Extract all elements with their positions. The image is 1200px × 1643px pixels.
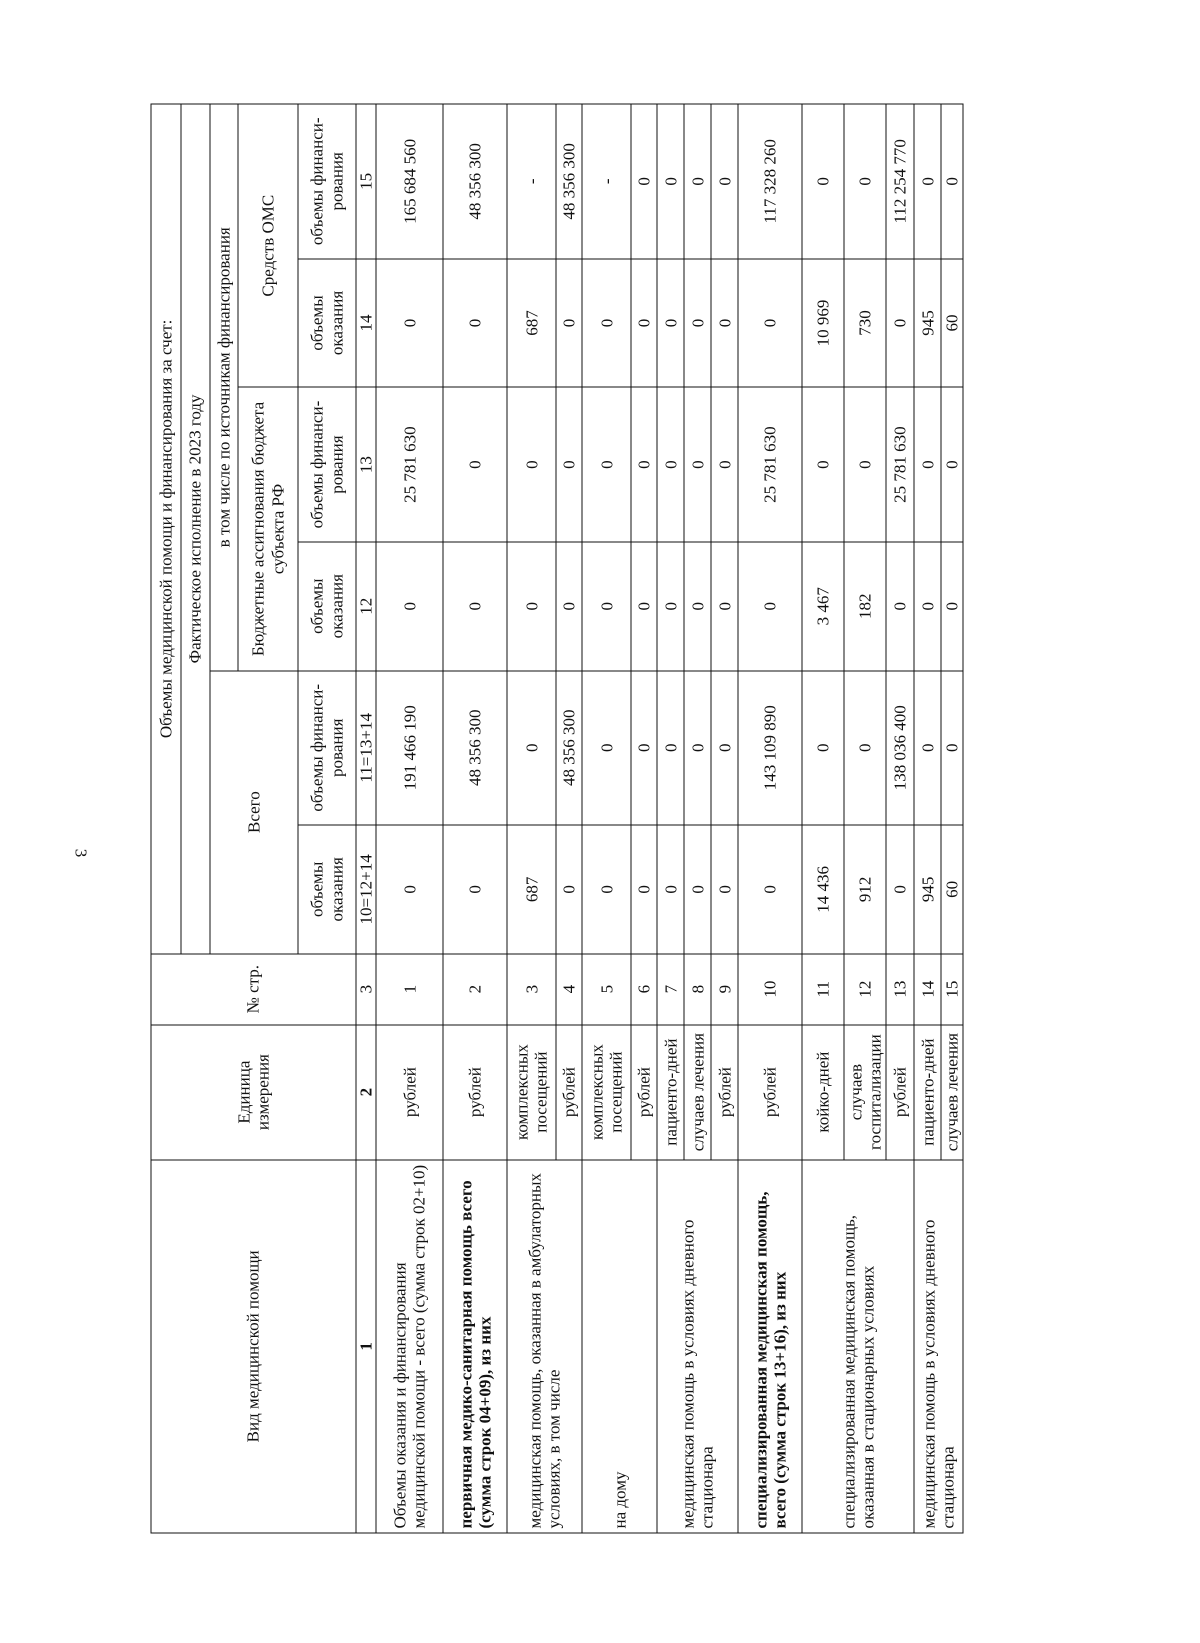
care-type-cell: на дому [582, 1160, 657, 1533]
value-cell: 0 [941, 387, 963, 541]
value-cell: 0 [631, 671, 657, 825]
sources-header: в том числе по источникам финансирования [210, 104, 238, 671]
value-cell: 0 [941, 104, 963, 259]
value-cell: 0 [657, 671, 684, 825]
row-number-cell: 13 [886, 954, 914, 1025]
value-cell: 945 [914, 825, 941, 954]
value-cell: 730 [844, 259, 886, 388]
value-cell: 0 [556, 825, 582, 954]
rotated-table-container [151, 104, 1066, 1534]
col-total-header: Всего [210, 671, 298, 954]
row-number-cell: 7 [657, 954, 684, 1025]
value-cell: 0 [886, 259, 914, 388]
care-type-cell: медицинская помощь в условиях дневного стационара [657, 1160, 738, 1533]
unit-cell: рублей [443, 1025, 507, 1160]
table-row [657, 104, 684, 1533]
value-cell: 0 [844, 387, 886, 541]
value-cell: 0 [738, 825, 802, 954]
index-cell: 12 [356, 542, 376, 671]
value-cell: 0 [657, 542, 684, 671]
unit-cell: комплексных посещений [582, 1025, 631, 1160]
unit-cell: пациенто-дней [914, 1025, 941, 1160]
budget-finance-header: объемы финанси-рования [298, 387, 356, 541]
value-cell: 0 [376, 542, 443, 671]
value-cell: 0 [657, 387, 684, 541]
value-cell: 0 [802, 671, 844, 825]
row-number-cell: 12 [844, 954, 886, 1025]
value-cell: 0 [582, 387, 631, 541]
value-cell: 945 [914, 259, 941, 388]
value-cell: 912 [844, 825, 886, 954]
value-cell: 0 [914, 542, 941, 671]
value-cell: 0 [914, 671, 941, 825]
value-cell: 687 [507, 825, 556, 954]
care-type-cell: медицинская помощь, оказанная в амбулаторных условиях, в том числе [507, 1160, 582, 1533]
unit-cell: случаев лечения [684, 1025, 711, 1160]
value-cell: 0 [684, 825, 711, 954]
table-subtitle: Фактическое исполнение в 2023 году [181, 104, 210, 954]
value-cell: 687 [507, 259, 556, 388]
index-cell: 3 [356, 954, 376, 1025]
col-row-header: № стр. [151, 954, 356, 1025]
unit-cell: рублей [376, 1025, 443, 1160]
unit-cell: рублей [886, 1025, 914, 1160]
row-number-cell: 9 [711, 954, 738, 1025]
value-cell: 48 356 300 [556, 104, 582, 259]
value-cell: 0 [507, 671, 556, 825]
value-cell: 48 356 300 [443, 104, 507, 259]
value-cell: 3 467 [802, 542, 844, 671]
value-cell: 0 [711, 259, 738, 388]
index-cell: 11=13+14 [356, 671, 376, 825]
value-cell: 0 [684, 387, 711, 541]
value-cell: 0 [443, 259, 507, 388]
value-cell: 0 [844, 104, 886, 259]
value-cell: 138 036 400 [886, 671, 914, 825]
table-row [738, 104, 802, 1533]
value-cell: 48 356 300 [556, 671, 582, 825]
value-cell: 0 [914, 104, 941, 259]
row-number-cell: 6 [631, 954, 657, 1025]
value-cell: 0 [886, 542, 914, 671]
row-number-cell: 4 [556, 954, 582, 1025]
value-cell: 0 [711, 542, 738, 671]
col-type-header: Вид медицинской помощи [151, 1160, 356, 1533]
value-cell: 182 [844, 542, 886, 671]
value-cell: 10 969 [802, 259, 844, 388]
care-type-cell: специализированная медицинская помощь, всего (сумма строк 13+16), из них [738, 1160, 802, 1533]
total-finance-header: объемы финанси-рования [298, 671, 356, 825]
value-cell: 191 466 190 [376, 671, 443, 825]
index-cell: 14 [356, 259, 376, 388]
value-cell: 0 [711, 387, 738, 541]
col-budget-header: Бюджетные ассигнования бюджета субъекта РФ [238, 387, 298, 670]
row-number-cell: 1 [376, 954, 443, 1025]
value-cell: 0 [631, 825, 657, 954]
value-cell: 0 [657, 104, 684, 259]
value-cell: 0 [684, 259, 711, 388]
medical-care-volumes-table [151, 104, 964, 1534]
table-row [507, 104, 556, 1533]
index-cell: 1 [356, 1160, 376, 1533]
value-cell: - [582, 104, 631, 259]
value-cell: 0 [443, 387, 507, 541]
col-unit-header: Единица измерения [151, 1025, 356, 1160]
unit-cell: комплексных посещений [507, 1025, 556, 1160]
unit-cell: случаев госпитализации [844, 1025, 886, 1160]
unit-cell: рублей [711, 1025, 738, 1160]
value-cell: 0 [738, 259, 802, 388]
table-row [802, 104, 844, 1533]
value-cell: 117 328 260 [738, 104, 802, 259]
value-cell: 0 [556, 259, 582, 388]
value-cell: 0 [886, 825, 914, 954]
index-cell: 2 [356, 1025, 376, 1160]
value-cell: 0 [802, 387, 844, 541]
value-cell: 0 [738, 542, 802, 671]
care-type-cell: первичная медико-санитарная помощь всего (сумма строк 04+09), из них [443, 1160, 507, 1533]
unit-cell: рублей [631, 1025, 657, 1160]
value-cell: 0 [684, 542, 711, 671]
index-cell: 15 [356, 104, 376, 259]
col-oms-header: Средств ОМС [238, 104, 298, 387]
value-cell: 0 [556, 387, 582, 541]
value-cell: 0 [631, 542, 657, 671]
value-cell: 0 [802, 104, 844, 259]
value-cell: 0 [376, 259, 443, 388]
value-cell: 0 [443, 542, 507, 671]
budget-volume-header: объемы оказания [298, 542, 356, 671]
value-cell: 0 [914, 387, 941, 541]
value-cell: 0 [844, 671, 886, 825]
table-row [582, 104, 631, 1533]
unit-cell: случаев лечения [941, 1025, 963, 1160]
value-cell: 48 356 300 [443, 671, 507, 825]
table-row [914, 104, 941, 1533]
row-number-cell: 3 [507, 954, 556, 1025]
value-cell: 0 [941, 542, 963, 671]
page-number: 3 [71, 848, 91, 858]
value-cell: 0 [711, 825, 738, 954]
care-type-cell: Объемы оказания и финансирования медицинской помощи - всего (сумма строк 02+10) [376, 1160, 443, 1533]
value-cell: 60 [941, 259, 963, 388]
value-cell: 14 436 [802, 825, 844, 954]
value-cell: 0 [631, 104, 657, 259]
value-cell: 0 [507, 542, 556, 671]
row-number-cell: 14 [914, 954, 941, 1025]
value-cell: 112 254 770 [886, 104, 914, 259]
value-cell: 0 [657, 259, 684, 388]
value-cell: 0 [631, 387, 657, 541]
unit-cell: рублей [738, 1025, 802, 1160]
table-row [376, 104, 443, 1533]
care-type-cell: специализированная медицинская помощь, оказанная в стационарных условиях [802, 1160, 914, 1533]
value-cell: 0 [631, 259, 657, 388]
value-cell: 25 781 630 [886, 387, 914, 541]
value-cell: 0 [684, 104, 711, 259]
care-type-cell: медицинская помощь в условиях дневного стационара [914, 1160, 963, 1533]
value-cell: 0 [582, 259, 631, 388]
value-cell: 0 [657, 825, 684, 954]
value-cell: 25 781 630 [376, 387, 443, 541]
index-cell: 10=12+14 [356, 825, 376, 954]
value-cell: 165 684 560 [376, 104, 443, 259]
value-cell: 0 [582, 825, 631, 954]
value-cell: 0 [711, 104, 738, 259]
value-cell: 0 [582, 671, 631, 825]
row-number-cell: 10 [738, 954, 802, 1025]
row-number-cell: 15 [941, 954, 963, 1025]
row-number-cell: 11 [802, 954, 844, 1025]
value-cell: 0 [941, 671, 963, 825]
index-cell: 13 [356, 387, 376, 541]
value-cell: 0 [711, 671, 738, 825]
value-cell: 0 [376, 825, 443, 954]
value-cell: 0 [443, 825, 507, 954]
value-cell: 0 [507, 387, 556, 541]
unit-cell: рублей [556, 1025, 582, 1160]
oms-finance-header: объемы финанси-рования [298, 104, 356, 259]
row-number-cell: 2 [443, 954, 507, 1025]
value-cell: 0 [582, 542, 631, 671]
value-cell: 143 109 890 [738, 671, 802, 825]
value-cell: - [507, 104, 556, 259]
table-row [443, 104, 507, 1533]
oms-volume-header: объемы оказания [298, 259, 356, 388]
value-cell: 25 781 630 [738, 387, 802, 541]
unit-cell: пациенто-дней [657, 1025, 684, 1160]
row-number-cell: 5 [582, 954, 631, 1025]
total-volume-header: объемы оказания [298, 825, 356, 954]
value-cell: 0 [556, 542, 582, 671]
row-number-cell: 8 [684, 954, 711, 1025]
value-cell: 60 [941, 825, 963, 954]
unit-cell: койко-дней [802, 1025, 844, 1160]
value-cell: 0 [684, 671, 711, 825]
table-title: Объемы медицинской помощи и финансирования за счет: [151, 104, 181, 954]
